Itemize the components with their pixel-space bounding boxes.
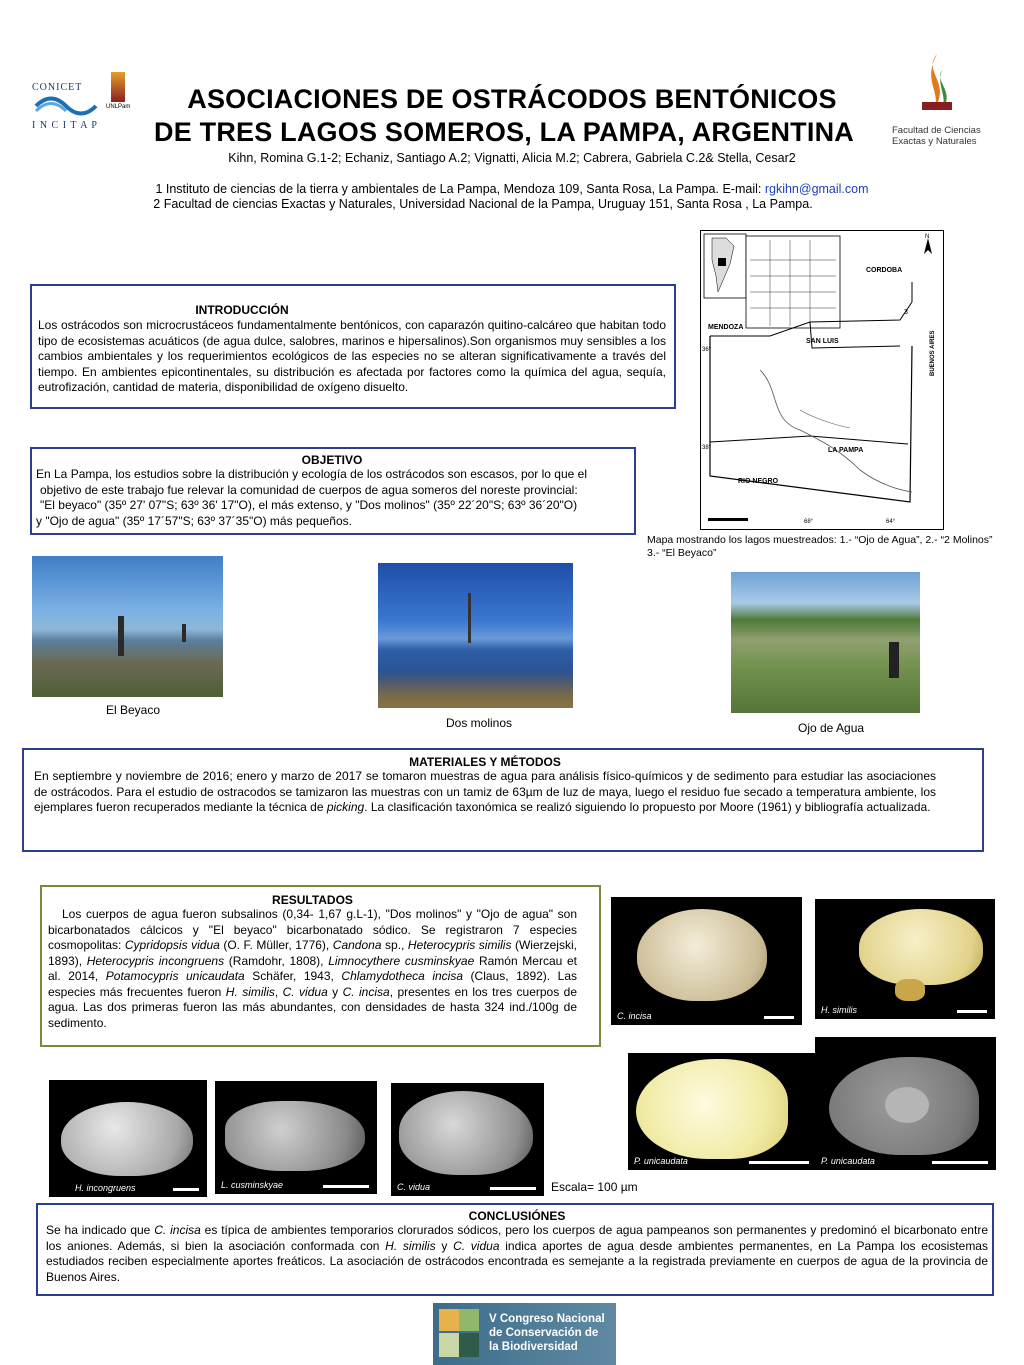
study-area-map (700, 230, 944, 530)
intro-heading: INTRODUCCIÓN (195, 303, 289, 317)
res-t3: sp., (381, 938, 408, 952)
scale-bar (749, 1161, 809, 1164)
res-species-10: C. incisa (342, 984, 390, 999)
res-species-1: Cypridopsis vidua (124, 938, 220, 952)
poster-title-line2: DE TRES LAGOS SOMEROS, LA PAMPA, ARGENTINA (154, 117, 854, 147)
specimen-l-cusminskyae (215, 1081, 377, 1194)
label-rio-negro: RIO NEGRO (738, 478, 779, 485)
specimen-p-unicaudata-1 (628, 1053, 817, 1170)
conc-t4: indica aportes de agua desde ambientes permanentes, en La Pampa los ecosistemas estudiados reciben especialmente aportes freáticos. La asociación de ostrácodos encontrada es semejante a la registrada previamente en cuerpos de agua de la provincia de Buenos Aires. (46, 1238, 988, 1284)
label-mendoza: MENDOZA (708, 324, 744, 331)
photo-el-beyaco (32, 556, 223, 697)
congress-line2: de Conservación de (489, 1327, 599, 1339)
label-lon64: 64° (886, 519, 896, 525)
conc-species-1: C. incisa (154, 1223, 201, 1237)
objetivo-box (30, 447, 636, 535)
label-h-similis: H. similis (821, 1005, 857, 1015)
map-caption-line1: Mapa mostrando los lagos muestreados: 1.- “Ojo de Agua”, 2.- “2 Molinos” (647, 534, 993, 546)
label-lat38: 38° (702, 445, 712, 451)
map-caption-line2: 3.- “El Beyaco” (647, 547, 717, 559)
caption-dos-molinos: Dos molinos (446, 716, 513, 730)
faculty-name-line1: Facultad de Ciencias (892, 125, 981, 136)
intro-text: Los ostrácodos son microcrustáceos fundamentalmente bentónicos, con caparazón quitino-calcáreo que habitan todo tipo de ecosistemas acuáticos (de agua dulce, salobres, marinos e hipersalinos).Son organismos muy sensibles a los cambios ambientales y los requerimientos ecológicos de las especies no se alteran significativamente a través del tiempo. En ambientes epicontinentales, su distribución es afectada por factores como la química del agua, sequía, eutrofización, cantidad de materia, disponibilidad de oxígeno disuelto. (38, 318, 666, 394)
caption-el-beyaco: El Beyaco (106, 703, 161, 717)
objetivo-line3: "El beyaco" (35º 27' 07"S; 63º 36' 17"O), el más extenso, y "Dos molinos" (35º 22´20"S; 63º 36´20"O) (40, 498, 578, 512)
objetivo-line1: En La Pampa, los estudios sobre la distribución y ecología de los ostrácodos son escasos, por lo que el (36, 467, 587, 481)
metodos-text-italic: picking (326, 800, 365, 814)
affiliation-1-text: 1 Instituto de ciencias de la tierra y ambientales de La Pampa, Mendoza 109, Santa Rosa, La Pampa. E-mail: (155, 182, 765, 196)
conclusiones-text (46, 1223, 988, 1285)
objetivo-heading: OBJETIVO (301, 453, 363, 467)
scale-bar (957, 1010, 987, 1013)
specimen-c-vidua (391, 1083, 544, 1196)
affiliation-1 (0, 182, 1024, 198)
conc-t1: Se ha indicado que (46, 1223, 155, 1237)
res-species-2: Candona (332, 938, 382, 952)
label-p-unicaudata-2: P. unicaudata (821, 1156, 875, 1166)
map-svg (700, 230, 944, 530)
label-lat36: 36° (702, 347, 712, 353)
label-p-unicaudata-1: P. unicaudata (634, 1156, 688, 1166)
res-t2: (O. F. Müller, 1776), (219, 938, 333, 952)
metodos-text-a: En septiembre y noviembre de 2016; enero y marzo de 2017 se tomaron muestras de agua para análisis físico-químicos y de sedimento para estudiar las asociaciones de ostrácodos. Para el estudio de ostracodos se tamizaron las muestras con un tamiz de 63µm de luz de maya, luego el residuo fue secado a temperatura ambiente, los ejemplares fueron recuperados mediante la técnica de (34, 769, 936, 814)
congress-leaf-icon (435, 1303, 485, 1365)
label-h-incongruens: H. incongruens (75, 1183, 136, 1193)
map-caption (647, 534, 993, 560)
label-lon68: 68° (804, 519, 814, 525)
res-t4: (Wierzejski, 1893), (48, 938, 577, 968)
res-species-7: Chlamydotheca incisa (341, 969, 464, 983)
label-c-incisa: C. incisa (617, 1011, 652, 1021)
scale-bar (173, 1188, 199, 1191)
poster-title-line1: ASOCIACIONES DE OSTRÁCODOS BENTÓNICOS (187, 84, 837, 114)
resultados-box (40, 885, 601, 1047)
res-species-6: Potamocypris unicaudata (105, 969, 245, 983)
label-buenos-aires: BUENOS AIRES (930, 330, 936, 376)
scale-label: Escala= 100 µm (551, 1180, 638, 1194)
conclusiones-box (36, 1203, 994, 1296)
specimen-h-similis (815, 899, 995, 1019)
scale-bar (932, 1161, 988, 1164)
metodos-text (34, 769, 936, 816)
label-san-luis: SAN LUIS (806, 338, 839, 345)
congress-line1: V Congreso Nacional (489, 1313, 605, 1325)
objetivo-line4: y "Ojo de agua" (35º 17´57"S; 63º 37´35"O) más pequeños. (36, 513, 352, 528)
specimen-p-unicaudata-2 (815, 1037, 996, 1170)
specimen-h-incongruens (49, 1080, 207, 1197)
label-c-vidua: C. vidua (397, 1182, 431, 1192)
res-species-8: H. similis (225, 984, 275, 999)
label-l-cusminskyae: L. cusminskyae (221, 1180, 284, 1190)
conc-t3: y (435, 1238, 454, 1253)
res-species-9: C. vidua (282, 984, 328, 999)
res-t10: y (327, 984, 343, 999)
congress-line3: la Biodiversidad (489, 1341, 578, 1353)
res-species-4: Heterocypris incongruens (86, 953, 225, 968)
photo-dos-molinos (378, 563, 573, 708)
res-t7: Schäfer, 1943, (244, 969, 342, 983)
authors: Kihn, Romina G.1-2; Echaniz, Santiago A.2; Vignatti, Alicia M.2; Cabrera, Gabriela C.2& Stella, Cesar2 (228, 151, 796, 165)
conclusiones-heading: CONCLUSIÓNES (468, 1209, 566, 1223)
scale-bar (490, 1187, 536, 1190)
specimen-c-incisa (611, 897, 802, 1025)
intro-box (30, 284, 676, 409)
conc-species-2: H. similis (385, 1238, 436, 1253)
conicet-logo-text: CONICET (32, 82, 83, 93)
faculty-name-line2: Exactas y Naturales (892, 136, 977, 147)
metodos-text-b: . La clasificación taxonómica se realizó siguiendo lo propuesto por Moore (1961) y bibliografía actualizada. (364, 800, 931, 814)
conc-species-3: C. vidua (453, 1238, 500, 1253)
label-site3: 3 (904, 309, 908, 316)
res-t9: , (274, 984, 283, 999)
metodos-box (22, 748, 984, 852)
objetivo-line2: objetivo de este trabajo fue relevar la comunidad de cuerpos de agua someros del noreste provincial: (40, 482, 578, 497)
res-t8: (Claus, 1892). Las especies más frecuentes fueron (48, 969, 578, 999)
res-t6: Ramón Mercau et al. 2014, (48, 953, 577, 983)
unlpam-logo-text: UNLPam (106, 104, 131, 110)
resultados-text (48, 907, 577, 1031)
faculty-logo (892, 52, 980, 148)
congress-banner (433, 1303, 616, 1365)
resultados-heading: RESULTADOS (272, 893, 353, 907)
affiliation-2: 2 Facultad de ciencias Exactas y Naturales, Universidad Nacional de la Pampa, Uruguay 151, Santa Rosa , La Pampa. (153, 197, 813, 211)
north-label: N (925, 234, 930, 240)
label-la-pampa: LA PAMPA (828, 447, 864, 454)
res-species-3: Heterocypris similis (407, 938, 512, 952)
scale-bar (764, 1016, 794, 1019)
res-species-5: Limnocythere cusminskyae (328, 953, 475, 968)
caption-ojo-de-agua: Ojo de Agua (798, 721, 865, 735)
email-link[interactable]: rgkihn@gmail.com (764, 182, 869, 196)
conc-t2: es típica de ambientes temporarios clorurados sódicos, pero los cuerpos de agua pampeanos son permanentes y predominó el bicarbonato entre los aniones. Además, si bien la asociación conformada con (46, 1223, 988, 1253)
label-cordoba: CORDOBA (866, 267, 903, 274)
res-t5: (Ramdohr, 1808), (224, 953, 329, 968)
scale-bar (323, 1185, 369, 1188)
metodos-heading: MATERIALES Y MÉTODOS (409, 755, 561, 769)
flame-logo-icon (912, 52, 962, 112)
res-t11: , presentes en los tres cuerpos de agua. Las dos primeras fueron las más abundantes, con densidades de hasta 324 ind./100g de sedimento. (48, 984, 577, 1030)
res-t1: Los cuerpos de agua fueron subsalinos (0,34- 1,67 g.L-1), "Dos molinos" y "Ojo de agua" son bicarbonatados cálcicos y "El beyaco" bicarbonatado sódico. Se registraron 7 especies cosmopolitas: (48, 907, 577, 952)
photo-ojo-de-agua (731, 572, 920, 713)
incitap-text: I N C I T A P (32, 120, 98, 131)
